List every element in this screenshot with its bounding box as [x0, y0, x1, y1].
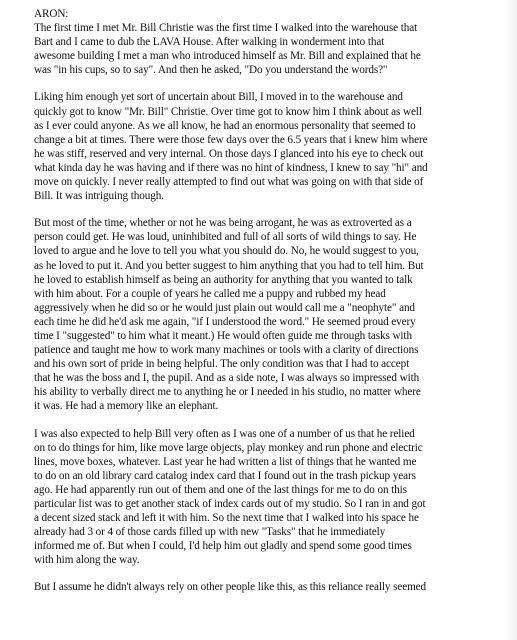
text-line: each time he did he'd ask me again, "if I understood the word." He seemed proud every	[34, 315, 416, 328]
paragraph	[34, 427, 510, 568]
text-line: that he was the boss and I, the pupil. And as a side note, I was always so impressed with	[34, 372, 420, 385]
paragraph-gap	[34, 414, 510, 427]
paragraph-gap	[34, 77, 510, 90]
text-line: person could get. He was loud, uninhibited and full of all sorts of wild things to say. He	[34, 231, 417, 244]
text-line: particular list was to get another stack of index cards out of my studio. So I ran in and got	[34, 498, 426, 510]
text-line: to do on an old library card catalog index card that I found out in the trash pickup years	[34, 469, 416, 482]
text-line: change a bit at times. There were those few days over the 6.5 years that i knew him where	[34, 133, 428, 146]
text-line: time I "suggested" to him what it meant.) He would often guide me through tasks with	[34, 329, 412, 342]
paragraph	[34, 580, 510, 594]
text-line: Bill. It was intriguing though.	[34, 190, 164, 203]
text-line: loved to argue and he love to tell you what you should do. No, he would suggest to you,	[34, 245, 419, 258]
text-line: lines, move boxes, whatever. Last year he had written a list of things that he wanted me	[34, 455, 417, 468]
paragraph	[34, 216, 510, 413]
text-line: he loved to establish himself as being an authority for anything that you wanted to talk	[34, 273, 413, 286]
text-line: his ability to verbally direct me to anything he or I needed in his studio, no matter where	[34, 386, 421, 399]
paragraph	[34, 21, 510, 77]
text-line: already had 3 or 4 of those cards filled up with new "Tasks" that he immediately	[34, 526, 386, 539]
author-heading: ARON:	[34, 8, 69, 20]
text-line: I was also expected to help Bill very often as I was one of a number of us that he relied	[34, 427, 415, 440]
text-line: ago. He had apparently run out of them and one of the last things for me to do on this	[34, 483, 407, 496]
text-line: Liking him enough yet sort of uncertain about Bill, I moved in to the warehouse and	[34, 91, 403, 104]
text-line: he was stiff, reserved and very internal. On those days I glanced into his eye to check out	[34, 147, 424, 160]
text-line: Bart and I came to dub the LAVA House. After walking in wonderment into that	[34, 36, 385, 49]
text-line: on to do things for him, like move large objects, play monkey and run phone and electric	[34, 441, 423, 454]
text-line: with him about. For a couple of years he called me a puppy and rubbed my head	[34, 287, 386, 300]
text-line: But I assume he didn't always rely on other people like this, as this reliance really seemed	[34, 581, 427, 594]
paragraph-gap	[34, 567, 510, 580]
paragraph-gap	[34, 203, 510, 216]
text-line: quickly got to know "Mr. Bill" Christie. Over time got to know him I think about as well	[34, 105, 422, 118]
memoir-text	[34, 7, 510, 595]
text-line: awesome building I met a man who introduced himself as Mr. Bill and explained that he	[34, 50, 421, 63]
text-line: as I ever could anyone. As we all know, he had an enormous personality that seemed to	[34, 119, 416, 132]
text-line: a decent sized stack and left it with him. So the next time that I walked into his space he	[34, 512, 419, 525]
text-line: The first time I met Mr. Bill Christie was the first time I walked into the warehouse that	[34, 22, 418, 35]
text-line: move on quickly. I never really attempted to find out what was going on with that side of	[34, 176, 424, 189]
text-line: patience and taught me how to work many machines or tools with a clarity of directions	[34, 344, 419, 357]
text-line: But most of the time, whether or not he was being arrogant, he was as extroverted as a	[34, 217, 412, 230]
text-line: with him along the way.	[34, 554, 140, 567]
text-line: informed me of. But when I could, I'd help him out gladly and spend some good times	[34, 540, 412, 553]
text-line: aggressively when he did so or he would just plain out would call me a "neophyte" and	[34, 301, 415, 314]
text-line: it was. He had a memory like an elephant.	[34, 400, 219, 413]
paragraph	[34, 90, 510, 203]
text-line: what kinda day he was having and if there was no hint of kindness, I knew to say "hi" and	[34, 161, 428, 174]
text-line: as he loved to put it. And you better suggest to him anything that you had to tell him. But	[34, 259, 424, 272]
text-line: and his own sort of pride in being helpful. The only condition was that I had to accept	[34, 358, 410, 371]
text-line: was "in his cups, so to say". And then he asked, "Do you understand the words?"	[34, 64, 388, 77]
